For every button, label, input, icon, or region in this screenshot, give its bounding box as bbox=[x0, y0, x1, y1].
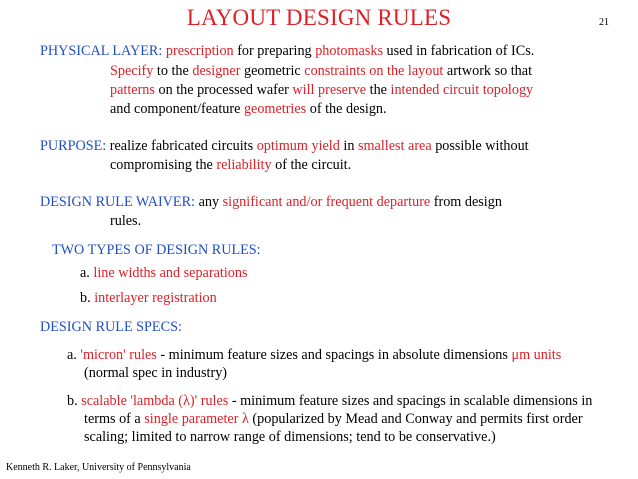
specs-item-a-line-2-segment: (normal spec in industry) bbox=[84, 365, 228, 381]
specs-item-b-line-1 bbox=[67, 392, 592, 410]
waiver-line-1 bbox=[40, 193, 502, 211]
specs-item-b-line-1-segment: scalable 'lambda (λ)' rules bbox=[81, 393, 229, 409]
physical-layer-line-3-segment: intended circuit topology bbox=[390, 82, 534, 98]
physical-layer-line-2-segment: geometric bbox=[240, 63, 305, 79]
specs-item-b-line-3 bbox=[84, 428, 496, 446]
physical-layer-line-3-segment: the bbox=[366, 82, 391, 98]
specs-item-b-line-3-segment: scaling; limited to narrow range of dimensions; tend to be conservative.) bbox=[84, 429, 496, 445]
physical-layer-line-3-segment: will preserve bbox=[292, 82, 367, 98]
physical-layer-line-1-segment: PHYSICAL LAYER: bbox=[40, 43, 166, 59]
footer-credit: Kenneth R. Laker, University of Pennsylvania bbox=[6, 462, 191, 473]
physical-layer-line-1-segment: prescription bbox=[165, 43, 234, 59]
specs-item-b-line-2-segment: terms of a bbox=[84, 411, 145, 427]
physical-layer-line-2-segment: constraints on the layout bbox=[304, 63, 444, 79]
physical-layer-line-4-segment: of the design. bbox=[306, 101, 387, 117]
physical-layer-line-2-segment: Specify bbox=[110, 63, 154, 79]
specs-item-a-line-1-segment: μm units bbox=[511, 347, 562, 363]
physical-layer-line-1-segment: used in fabrication of ICs. bbox=[382, 43, 535, 59]
physical-layer-line-4 bbox=[110, 100, 387, 118]
purpose-line-1-segment: in bbox=[339, 138, 358, 154]
two-types-item-b bbox=[80, 289, 217, 307]
purpose-line-2-segment: compromising the bbox=[110, 157, 217, 173]
purpose-line-2-segment: of the circuit. bbox=[271, 157, 352, 173]
purpose-line-1-segment: realize fabricated circuits bbox=[109, 138, 257, 154]
specs-item-a-line-1-segment: a. bbox=[67, 347, 81, 363]
page-number: 21 bbox=[599, 17, 609, 28]
two-types-item-b-segment: interlayer registration bbox=[94, 290, 217, 306]
slide-title: LAYOUT DESIGN RULES bbox=[186, 5, 452, 30]
two-types-item-a-segment: line widths and separations bbox=[93, 265, 248, 281]
waiver-line-1-segment: from design bbox=[430, 194, 502, 210]
physical-layer-line-1 bbox=[40, 42, 534, 60]
waiver-line-1-segment: significant and/or frequent departure bbox=[222, 194, 431, 210]
physical-layer-line-2 bbox=[110, 62, 532, 80]
specs-item-a-line-1-segment: 'micron' rules bbox=[80, 347, 157, 363]
two-types-heading: TWO TYPES OF DESIGN RULES: bbox=[52, 242, 261, 258]
specs-item-b-line-2-segment: (popularized by Mead and Conway and permits first order bbox=[248, 411, 583, 427]
physical-layer-line-4-segment: and component/feature bbox=[110, 101, 244, 117]
specs-item-b-line-1-segment: b. bbox=[67, 393, 82, 409]
waiver-line-2 bbox=[110, 212, 141, 230]
specs-item-b-line-1-segment: - minimum feature sizes and spacings in scalable dimensions in bbox=[228, 393, 593, 409]
waiver-line-1-segment: DESIGN RULE WAIVER: bbox=[40, 194, 199, 210]
waiver-line-1-segment: any bbox=[198, 194, 223, 210]
physical-layer-line-2-segment: designer bbox=[192, 63, 241, 79]
specs-item-a-line-2 bbox=[84, 364, 227, 382]
purpose-line-1 bbox=[40, 137, 529, 155]
purpose-line-2 bbox=[110, 156, 351, 174]
two-types-item-a-segment: a. bbox=[80, 265, 94, 281]
two-types-item-a bbox=[80, 264, 247, 282]
specs-item-b-line-2-segment: single parameter λ bbox=[144, 411, 249, 427]
physical-layer-line-1-segment: photomasks bbox=[315, 43, 383, 59]
purpose-line-1-segment: PURPOSE: bbox=[40, 138, 110, 154]
physical-layer-line-1-segment: for preparing bbox=[233, 43, 316, 59]
purpose-line-2-segment: reliability bbox=[216, 157, 272, 173]
waiver-line-2-segment: rules. bbox=[110, 213, 142, 229]
specs-heading: DESIGN RULE SPECS: bbox=[40, 319, 182, 335]
purpose-line-1-segment: possible without bbox=[431, 138, 529, 154]
physical-layer-line-3 bbox=[110, 81, 533, 99]
purpose-line-1-segment: smallest area bbox=[357, 138, 432, 154]
physical-layer-line-4-segment: geometries bbox=[243, 101, 307, 117]
physical-layer-line-2-segment: artwork so that bbox=[443, 63, 533, 79]
physical-layer-line-2-segment: to the bbox=[153, 63, 193, 79]
physical-layer-line-3-segment: patterns bbox=[110, 82, 155, 98]
specs-item-a-line-1-segment: - minimum feature sizes and spacings in absolute dimensions bbox=[156, 347, 512, 363]
specs-item-a-line-1 bbox=[67, 346, 561, 364]
physical-layer-line-3-segment: on the processed wafer bbox=[154, 82, 293, 98]
two-types-item-b-segment: b. bbox=[80, 290, 95, 306]
purpose-line-1-segment: optimum yield bbox=[256, 138, 340, 154]
specs-item-b-line-2 bbox=[84, 410, 583, 428]
